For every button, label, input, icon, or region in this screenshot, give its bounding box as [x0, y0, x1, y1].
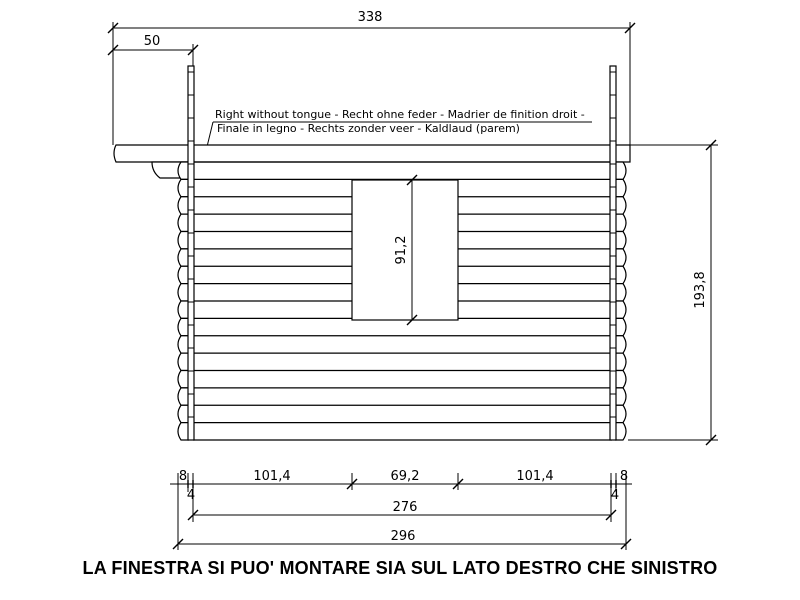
- left-panel-label: 101,4: [253, 469, 291, 484]
- log-end-right: [615, 301, 626, 318]
- annotation-line-1: Right without tongue - Recht ohne feder - Madrier de finition droit -: [215, 108, 585, 121]
- right-panel-label: 101,4: [516, 469, 554, 484]
- log-end-left: [178, 197, 189, 214]
- log-end-right: [615, 249, 626, 266]
- log-end-right: [615, 162, 626, 179]
- log-end-right: [615, 318, 626, 335]
- log-end-left: [178, 388, 189, 405]
- log-end-right: [615, 336, 626, 353]
- caption: LA FINESTRA SI PUO' MONTARE SIA SUL LATO DESTRO CHE SINISTRO: [82, 558, 718, 578]
- log-end-left: [178, 232, 189, 249]
- right-gap-label: 4: [610, 488, 620, 503]
- log-end-left: [178, 266, 189, 283]
- log-end-left: [178, 301, 189, 318]
- right-end-label: 8: [619, 469, 629, 484]
- log-end-left: [178, 249, 189, 266]
- log-end-right: [615, 284, 626, 301]
- log-end-right: [615, 266, 626, 283]
- log-end-right: [615, 214, 626, 231]
- log-end-left: [178, 162, 189, 179]
- log-end-right: [615, 232, 626, 249]
- log-end-left: [178, 336, 189, 353]
- window-height-label: 91,2: [394, 235, 409, 265]
- log-end-left: [178, 353, 189, 370]
- log-end-left: [178, 423, 189, 440]
- log-end-right: [615, 371, 626, 388]
- log-end-right: [615, 353, 626, 370]
- inner-width-label: 276: [392, 500, 418, 515]
- log-end-left: [178, 214, 189, 231]
- log-end-left: [178, 179, 189, 196]
- overall-width-label: 338: [357, 10, 383, 25]
- log-end-left: [178, 284, 189, 301]
- annotation-line-2: Finale in legno - Rechts zonder veer - Kaldlaud (parem): [217, 122, 520, 135]
- wall-height-label: 193,8: [693, 271, 708, 309]
- left-end-label: 8: [178, 469, 188, 484]
- overhang-label: 50: [143, 34, 161, 49]
- log-end-right: [615, 179, 626, 196]
- log-end-right: [615, 423, 626, 440]
- log-end-right: [615, 197, 626, 214]
- log-end-left: [178, 318, 189, 335]
- left-gap-label: 4: [186, 488, 196, 503]
- log-end-right: [615, 388, 626, 405]
- log-end-left: [178, 405, 189, 422]
- log-end-left: [178, 371, 189, 388]
- window-width-label: 69,2: [390, 469, 420, 484]
- log-end-right: [615, 405, 626, 422]
- outer-width-label: 296: [390, 529, 416, 544]
